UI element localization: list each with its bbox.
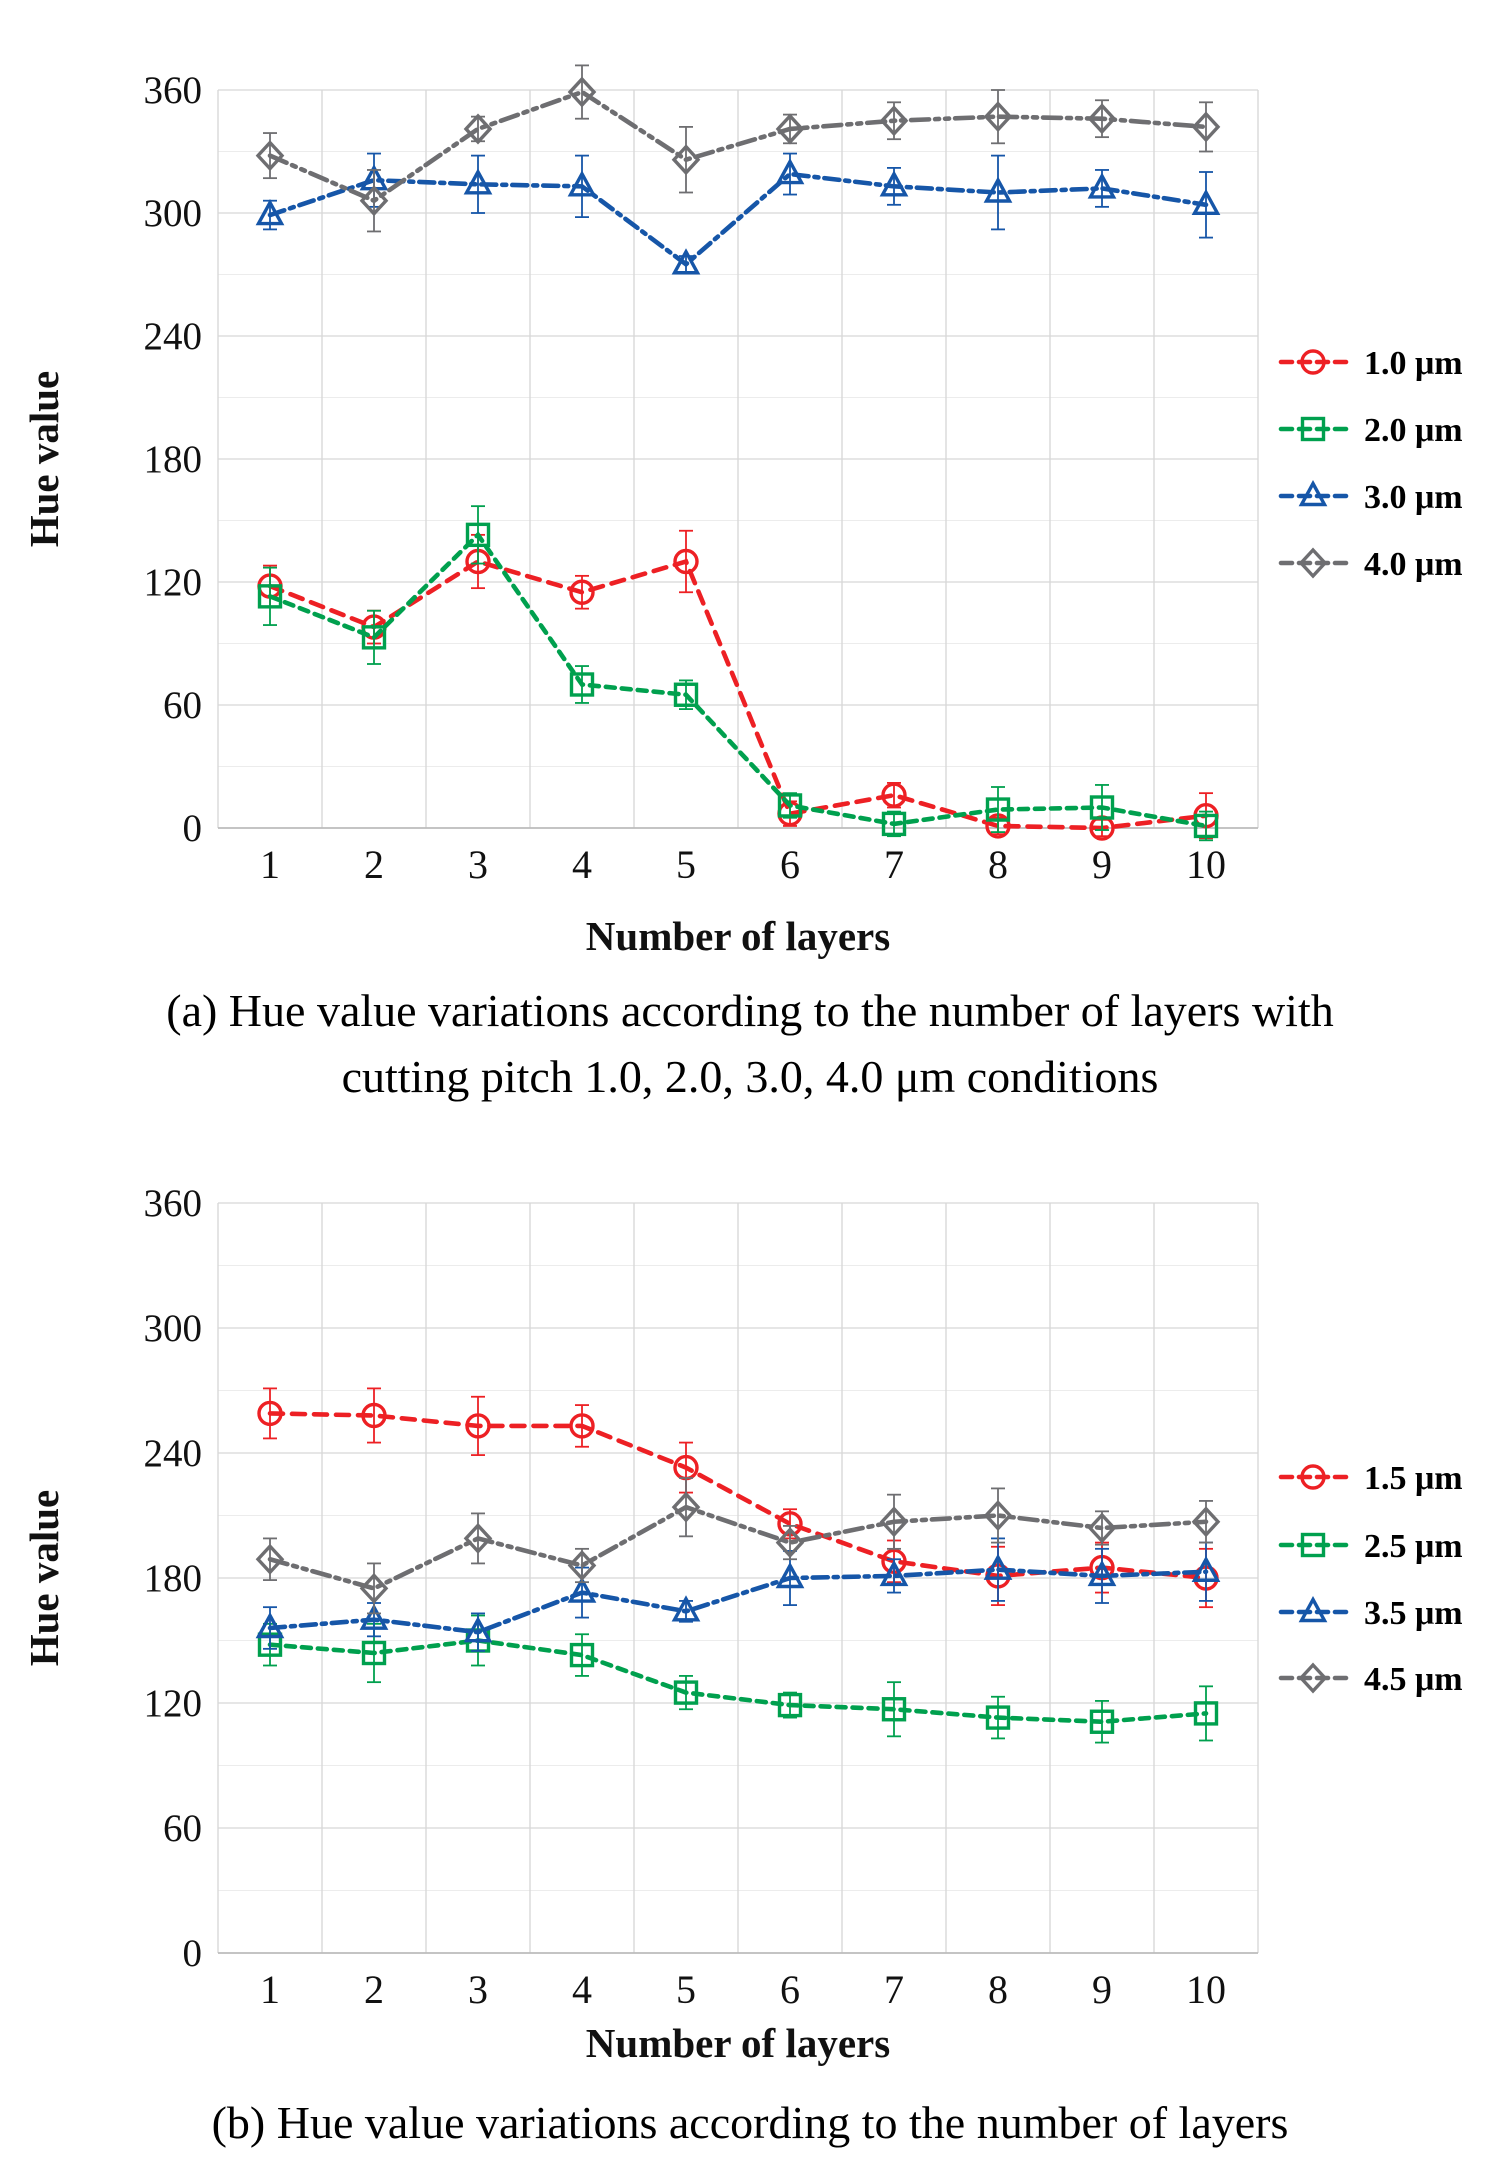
- chart-a-plot: [0, 0, 1500, 960]
- x-tick-label: 2: [364, 1967, 384, 2012]
- legend-label: 4.5 μm: [1364, 1661, 1463, 1698]
- legend-item-3.0 μm: [1281, 479, 1463, 516]
- x-tick-label: 10: [1186, 842, 1226, 887]
- x-tick-label: 7: [884, 842, 904, 887]
- caption-a: [0, 978, 1500, 1110]
- x-tick-label: 3: [468, 842, 488, 887]
- caption-a-line-1: (a) Hue value variations according to the number of layers with: [166, 985, 1334, 1036]
- y-tick-label: 300: [143, 192, 202, 235]
- caption-b: [0, 2090, 1500, 2156]
- legend-label: 3.0 μm: [1364, 479, 1463, 516]
- legend-item-4.5 μm: [1281, 1661, 1463, 1698]
- y-tick-label: 240: [143, 315, 202, 358]
- y-tick-label: 180: [143, 438, 202, 481]
- y-tick-label: 60: [163, 1807, 202, 1850]
- legend-item-1.5 μm: [1281, 1460, 1463, 1497]
- legend-label: 3.5 μm: [1364, 1595, 1463, 1632]
- y-tick-label: 0: [182, 807, 202, 850]
- x-tick-label: 3: [468, 1967, 488, 2012]
- legend-label: 2.5 μm: [1364, 1528, 1463, 1565]
- y-tick-label: 360: [143, 1182, 202, 1225]
- chart-b-x-axis-title: Number of layers: [585, 2020, 891, 2066]
- legend-label: 4.0 μm: [1364, 546, 1463, 583]
- legend-item-2.5 μm: [1281, 1528, 1463, 1565]
- x-tick-label: 4: [572, 842, 592, 887]
- x-tick-label: 8: [988, 1967, 1008, 2012]
- x-tick-label: 6: [780, 842, 800, 887]
- chart-b-y-axis-title: Hue value: [21, 1489, 67, 1667]
- legend-label: 1.0 μm: [1364, 345, 1463, 382]
- legend-item-1.0 μm: [1281, 345, 1463, 382]
- legend-label: 2.0 μm: [1364, 412, 1463, 449]
- x-tick-label: 5: [676, 1967, 696, 2012]
- y-tick-label: 180: [143, 1557, 202, 1600]
- chart-b-plot: [0, 1140, 1500, 2020]
- y-tick-label: 300: [143, 1307, 202, 1350]
- caption-b-line-1: (b) Hue value variations according to the number of layers: [211, 2097, 1289, 2148]
- legend: [1281, 1460, 1463, 1698]
- y-tick-label: 0: [182, 1932, 202, 1975]
- tick-labels: [144, 1182, 1227, 2012]
- caption-a-line-2: cutting pitch 1.0, 2.0, 3.0, 4.0 μm conditions: [341, 1051, 1159, 1102]
- chart-a-y-axis-title: Hue value: [21, 370, 67, 548]
- x-tick-label: 10: [1186, 1967, 1226, 2012]
- x-tick-label: 9: [1092, 842, 1112, 887]
- y-tick-label: 60: [163, 684, 202, 727]
- legend-item-2.0 μm: [1281, 412, 1463, 449]
- x-tick-label: 4: [572, 1967, 592, 2012]
- y-tick-label: 360: [143, 69, 202, 112]
- legend-label: 1.5 μm: [1364, 1460, 1463, 1497]
- legend: [1281, 345, 1463, 583]
- x-tick-label: 6: [780, 1967, 800, 2012]
- x-tick-label: 5: [676, 842, 696, 887]
- chart-a-x-axis-title: Number of layers: [585, 913, 891, 959]
- x-tick-label: 8: [988, 842, 1008, 887]
- x-tick-label: 1: [260, 1967, 280, 2012]
- x-tick-label: 9: [1092, 1967, 1112, 2012]
- legend-item-4.0 μm: [1281, 546, 1463, 583]
- x-tick-label: 7: [884, 1967, 904, 2012]
- x-tick-label: 1: [260, 842, 280, 887]
- y-tick-label: 120: [143, 1682, 202, 1725]
- y-tick-label: 120: [143, 561, 202, 604]
- x-tick-label: 2: [364, 842, 384, 887]
- y-tick-label: 240: [143, 1432, 202, 1475]
- legend-item-3.5 μm: [1281, 1595, 1463, 1632]
